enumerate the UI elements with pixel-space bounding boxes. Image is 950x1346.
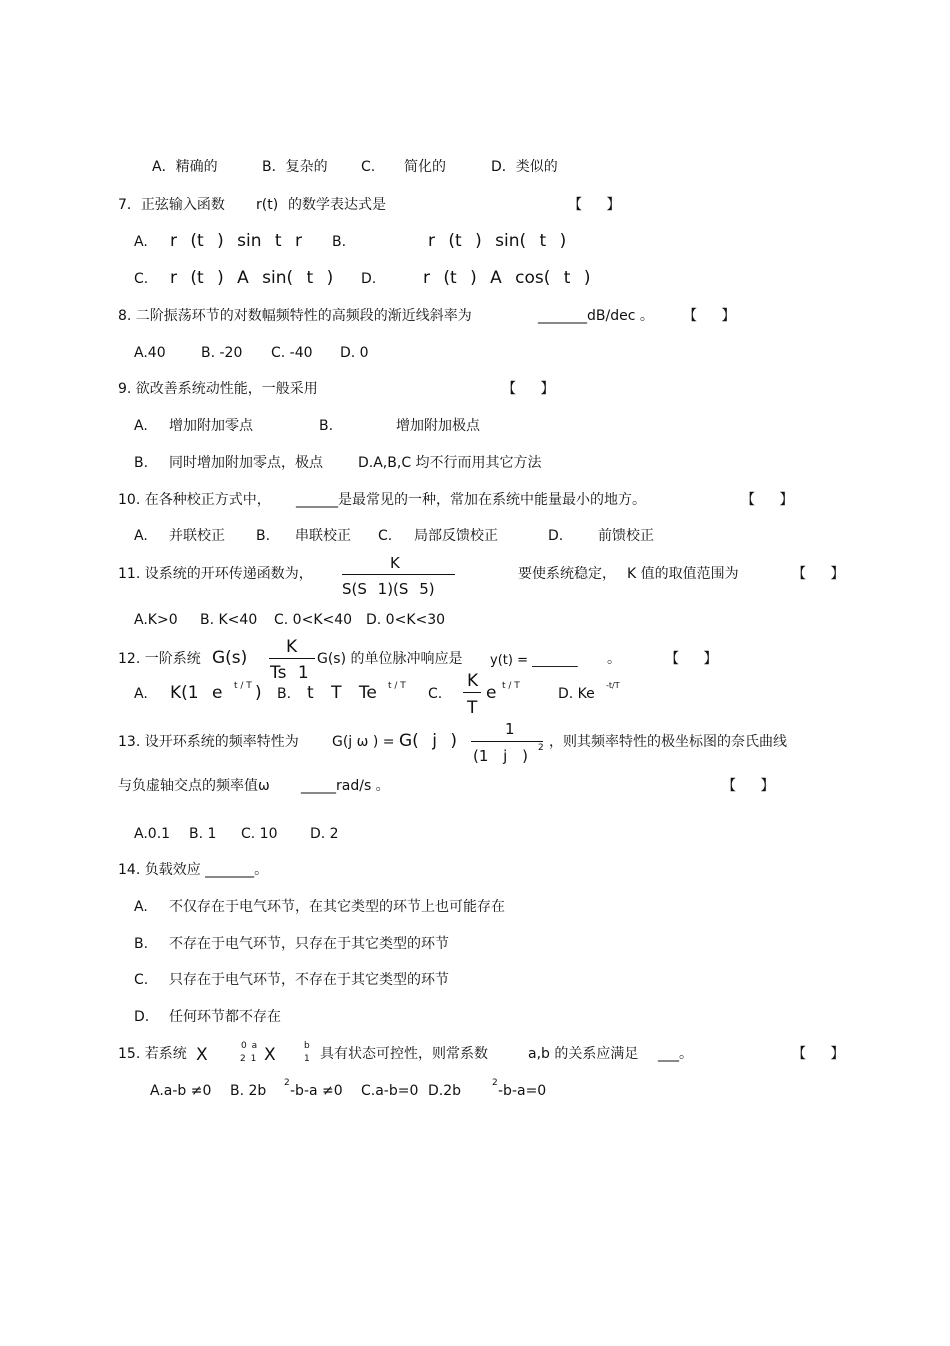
q15-stem: 15. 若系统: [118, 1046, 187, 1062]
q12-c-fraction-bar: [463, 692, 481, 693]
q11-option-a: A.K>0: [134, 612, 178, 628]
q11-fraction-bar: [342, 574, 455, 575]
q10-stem-a: 10. 在各种校正方式中，: [118, 492, 271, 508]
q15-option-d-rest: -b-a=0: [498, 1083, 547, 1099]
q7-a-expr: r (t ) sin t r: [170, 231, 302, 251]
q11-tail2: K 值的取值范围为: [627, 566, 739, 582]
q13-option-b: B. 1: [189, 826, 217, 842]
q11-tail: 要使系统稳定，: [518, 566, 616, 582]
q13-g1: G(j ω ) =: [332, 734, 395, 750]
q14-d-text: 任何环节都不存在: [169, 1009, 281, 1025]
q10-b-text: 串联校正: [295, 528, 351, 544]
q14-b-label: B.: [134, 936, 149, 952]
q12-a-sup: t / T: [234, 681, 252, 691]
q15-option-a: A.a-b ≠0: [150, 1083, 212, 1099]
q13-denominator: (1 j ): [473, 747, 528, 765]
q14-stem: 14. 负载效应 _______。: [118, 862, 269, 878]
q6-option-c-text: 简化的: [404, 159, 446, 175]
q14-c-text: 只存在于电气环节，不存在于其它类型的环节: [169, 972, 449, 988]
q9-b-text: 增加附加极点: [396, 418, 480, 434]
q8-option-a: A.40: [134, 345, 166, 361]
q14-a-text: 不仅存在于电气环节，在其它类型的环节上也可能存在: [169, 899, 505, 915]
q13-option-a: A.0.1: [134, 826, 171, 842]
q13-line2: 与负虚轴交点的频率值ω: [118, 778, 270, 794]
q8-stem: 8. 二阶振荡环节的对数幅频特性的高频段的渐近线斜率为: [118, 308, 472, 324]
q12-d-text: D. Ke: [558, 686, 595, 702]
q9-answer-bracket: 【 】: [502, 381, 565, 397]
q11-answer-bracket: 【 】: [792, 566, 855, 582]
q10-answer-bracket: 【 】: [741, 492, 804, 508]
q12-b-expr: t T Te: [307, 683, 377, 703]
q12-c-e: e: [486, 683, 497, 703]
q12-c-label: C.: [428, 686, 443, 702]
q10-d-label: D.: [548, 528, 564, 544]
q15-option-b-rest: -b-a ≠0: [290, 1083, 343, 1099]
q15-answer-bracket: 【 】: [792, 1046, 855, 1062]
q11-denominator: S(S 1)(S 5): [342, 580, 435, 598]
q12-b-sup: t / T: [388, 681, 406, 691]
q9-d-text: D.A,B,C 均不行而用其它方法: [358, 455, 542, 471]
q12-gs: G(s): [212, 648, 248, 668]
q9-a-label: A.: [134, 418, 148, 434]
q13-tail: ，则其频率特性的极坐标图的奈氏曲线: [549, 734, 787, 750]
q11-option-c: C. 0<K<40: [274, 612, 353, 628]
q9-b-label: B.: [319, 418, 334, 434]
q13-numerator: 1: [505, 720, 515, 738]
q15-option-b: B. 2b: [230, 1083, 267, 1099]
q15-vector-bottom: 1: [304, 1054, 310, 1064]
q6-option-b: B．复杂的: [262, 159, 328, 175]
q13-answer-bracket: 【 】: [722, 778, 785, 794]
q8-option-b: B. -20: [201, 345, 243, 361]
q10-b-label: B.: [256, 528, 271, 544]
q12-denominator: Ts 1: [270, 663, 309, 683]
q8-blank: _______dB/dec 。: [538, 308, 654, 324]
q9-b2-text: 同时增加附加零点，极点: [169, 455, 323, 471]
q15-option-c: C.a-b=0: [361, 1083, 419, 1099]
q15-ab: a,b 的关系应满足: [528, 1046, 639, 1062]
q13-blank: _____rad/s 。: [301, 778, 390, 794]
q12-c-sup: t / T: [502, 681, 520, 691]
q15-mid: 具有状态可控性，则常系数: [320, 1046, 488, 1062]
q12-d-sup: -t/T: [606, 681, 620, 690]
q13-fraction-bar: [471, 741, 543, 742]
q10-a-label: A.: [134, 528, 148, 544]
q7-stem-var: r(t): [256, 197, 279, 213]
q13-stem: 13. 设开环系统的频率特性为: [118, 734, 299, 750]
q7-b-expr: r (t ) sin( t ): [428, 231, 567, 251]
q9-a-text: 增加附加零点: [169, 418, 253, 434]
q12-stem: 12. 一阶系统: [118, 651, 201, 667]
q15-x2: X: [264, 1045, 276, 1065]
q12-end: 。: [607, 651, 621, 667]
q8-answer-bracket: 【 】: [683, 308, 746, 324]
q12-answer-bracket: 【 】: [665, 651, 728, 667]
q15-blank: ___。: [658, 1046, 693, 1062]
q13-option-d: D. 2: [310, 826, 339, 842]
q11-stem: 11. 设系统的开环传递函数为，: [118, 566, 313, 582]
q6-option-c-label: C.: [361, 159, 376, 175]
q14-a-label: A.: [134, 899, 148, 915]
q12-mid: G(s) 的单位脉冲响应是: [317, 651, 463, 667]
q15-matrix-top: 0 a: [241, 1041, 258, 1051]
q7-c-expr: r (t ) A sin( t ): [170, 268, 334, 288]
q12-b-label: B.: [277, 686, 292, 702]
q7-stem-b: 的数学表达式是: [288, 197, 386, 213]
q10-stem-b: ______是最常见的一种，常加在系统中能量最小的地方。: [296, 492, 646, 508]
q15-option-d: D.2b: [428, 1083, 462, 1099]
q10-c-label: C.: [378, 528, 393, 544]
q6-option-a: A．精确的: [152, 159, 218, 175]
q8-option-d: D. 0: [340, 345, 369, 361]
q7-a-label: A.: [134, 234, 148, 250]
q14-c-label: C.: [134, 972, 149, 988]
q10-a-text: 并联校正: [169, 528, 225, 544]
q7-stem-a: 7．正弦输入函数: [118, 197, 225, 213]
q9-b2-label: B.: [134, 455, 149, 471]
q9-stem: 9. 欲改善系统动性能，一般采用: [118, 381, 318, 397]
q15-option-b-sup: 2: [284, 1078, 290, 1088]
q11-option-b: B. K<40: [200, 612, 258, 628]
q14-b-text: 不存在于电气环节，只存在于其它类型的环节: [169, 936, 449, 952]
q7-d-label: D.: [361, 271, 377, 287]
q13-g2: G( j ): [399, 731, 457, 751]
q14-d-label: D.: [134, 1009, 150, 1025]
q7-c-label: C.: [134, 271, 149, 287]
q15-matrix-bottom: 2 1: [240, 1054, 257, 1064]
q15-x1: X: [196, 1045, 208, 1065]
q15-vector-top: b: [304, 1041, 310, 1051]
q12-a-close: ): [255, 683, 262, 703]
q13-option-c: C. 10: [241, 826, 278, 842]
q11-numerator: K: [390, 554, 400, 572]
q12-a-expr: K(1 e: [170, 683, 223, 703]
q12-yt-blank: y(t) = _______: [490, 653, 578, 668]
q7-b-label: B.: [332, 234, 347, 250]
q7-answer-bracket: 【 】: [568, 197, 631, 213]
q13-den-sup: 2: [538, 743, 544, 753]
q12-c-den: T: [467, 698, 478, 718]
q12-c-num: K: [467, 671, 479, 691]
q12-fraction-bar: [269, 658, 315, 659]
q10-d-text: 前馈校正: [598, 528, 654, 544]
q15-option-d-sup: 2: [492, 1078, 498, 1088]
q12-numerator: K: [286, 637, 298, 657]
q11-option-d: D. 0<K<30: [366, 612, 446, 628]
q8-option-c: C. -40: [271, 345, 313, 361]
q10-c-text: 局部反馈校正: [414, 528, 498, 544]
q12-a-label: A.: [134, 686, 148, 702]
q7-d-expr: r (t ) A cos( t ): [423, 268, 591, 288]
q6-option-d: D．类似的: [491, 159, 558, 175]
